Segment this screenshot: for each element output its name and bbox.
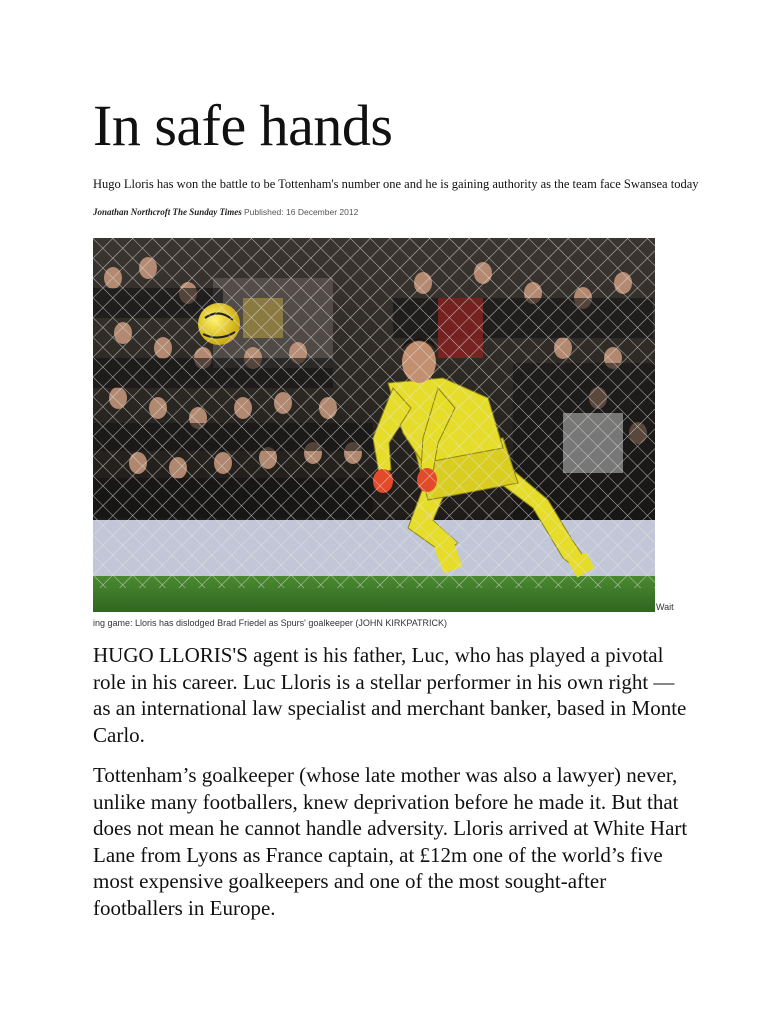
photo-caption: ing game: Lloris has dislodged Brad Friedel as Spurs' goalkeeper (JOHN KIRKPATRICK) [93, 618, 448, 628]
body-paragraph-2: Tottenham’s goalkeeper (whose late mother was also a lawyer) never, unlike many footballers, knew deprivation before he made it. But that does not mean he cannot handle adversity. Lloris arrived at White Hart Lane from Lyons as France captain, at £12m one of the world’s five most expensive goalkeepers and one of the most sought-after footballers in Europe. [93, 763, 688, 920]
article-photo [93, 238, 655, 612]
article-standfirst: Hugo Lloris has won the battle to be Tottenham's number one and he is gaining authority as the team face Swansea today [93, 177, 699, 191]
body-paragraph-1: HUGO LLORIS'S agent is his father, Luc, who has played a pivotal role in his career. Luc Lloris is a stellar performer in his own right — as an international law specialist and merchant banker, based in Monte Carlo. [93, 643, 687, 747]
byline-published-date: Published: 16 December 2012 [243, 207, 359, 217]
article-headline: In safe hands [93, 93, 393, 158]
caption-wrap-fragment: Wait [656, 602, 674, 612]
byline-author[interactable]: Jonathan Northcroft [93, 207, 171, 217]
article-byline [93, 206, 713, 218]
byline-publication: The Sunday Times [172, 207, 242, 217]
goalkeeper-photo [93, 238, 655, 612]
